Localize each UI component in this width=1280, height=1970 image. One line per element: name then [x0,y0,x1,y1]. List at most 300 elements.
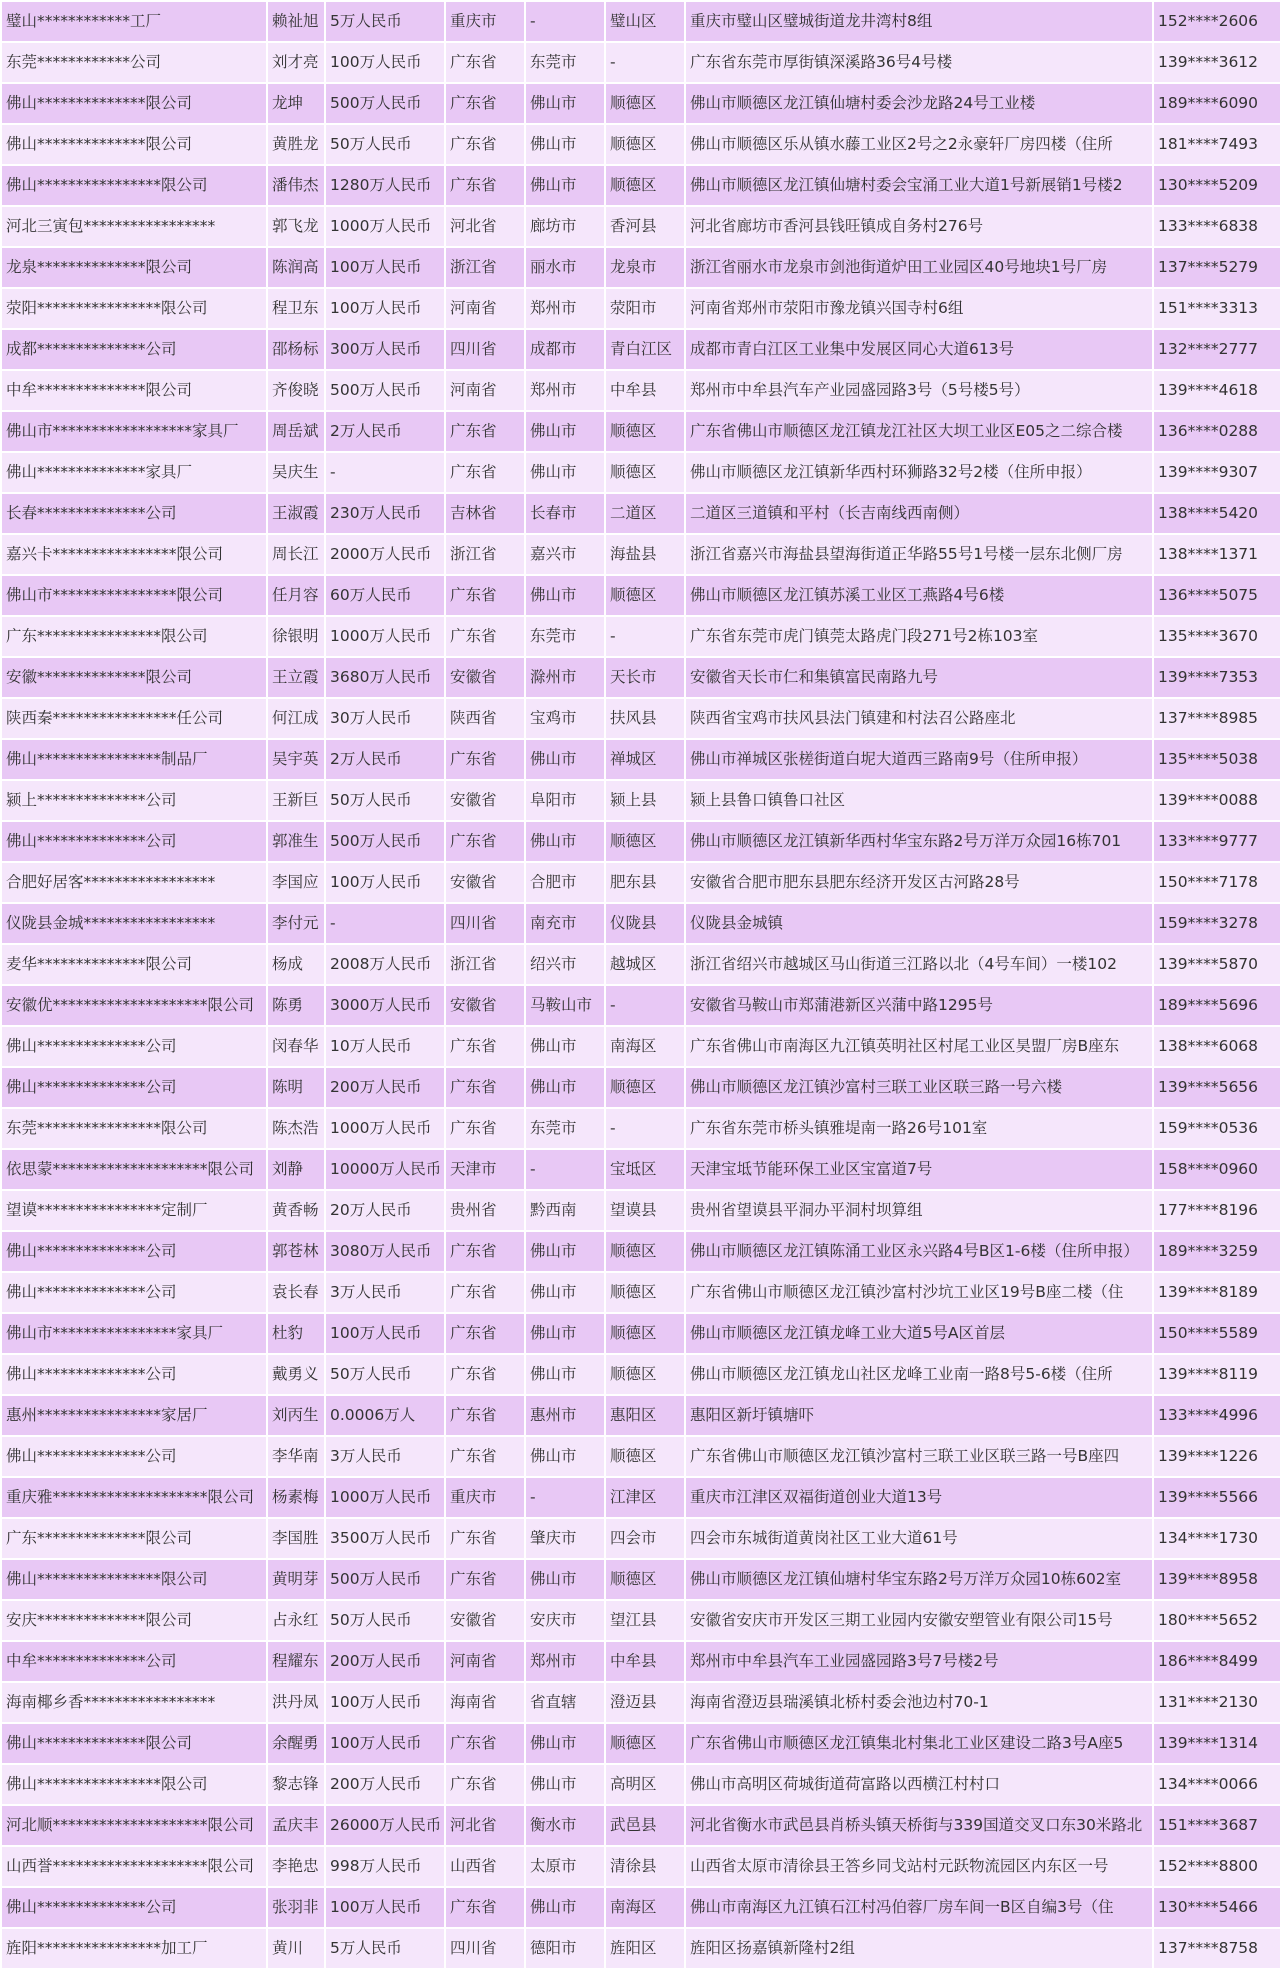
registered-capital-cell: - [325,452,445,493]
district-cell: 青白江区 [605,329,685,370]
phone-cell: 133****9777 [1153,821,1280,862]
contact-person-cell: 黄川 [267,1928,325,1969]
company-name-cell: 璧山************工厂 [1,1,267,42]
registered-capital-cell: 30万人民币 [325,698,445,739]
phone-cell: 139****8119 [1153,1354,1280,1395]
address-cell: 广东省佛山市顺德区龙江镇集北村集北工业区建设二路3号A座5 [685,1723,1153,1764]
table-row [1,1723,1280,1764]
registered-capital-cell: 100万人民币 [325,1313,445,1354]
table-row [1,1518,1280,1559]
phone-cell: 152****8800 [1153,1846,1280,1887]
registered-capital-cell: 60万人民币 [325,575,445,616]
registered-capital-cell: 998万人民币 [325,1846,445,1887]
company-name-cell: 佛山**************限公司 [1,1723,267,1764]
registered-capital-cell: 26000万人民币 [325,1805,445,1846]
table-row [1,1928,1280,1969]
company-name-cell: 广东**************限公司 [1,1518,267,1559]
district-cell: 顺德区 [605,1231,685,1272]
address-cell: 河南省郑州市荥阳市豫龙镇兴国寺村6组 [685,288,1153,329]
address-cell: 浙江省绍兴市越城区马山街道三江路以北（4号车间）一楼102 [685,944,1153,985]
address-cell: 广东省东莞市虎门镇莞太路虎门段271号2栋103室 [685,616,1153,657]
company-name-cell: 海南椰乡香***************** [1,1682,267,1723]
phone-cell: 133****6838 [1153,206,1280,247]
company-name-cell: 惠州****************家居厂 [1,1395,267,1436]
address-cell: 重庆市江津区双福街道创业大道13号 [685,1477,1153,1518]
contact-person-cell: 郭准生 [267,821,325,862]
registered-capital-cell: 500万人民币 [325,370,445,411]
contact-person-cell: 刘丙生 [267,1395,325,1436]
company-name-cell: 广东****************限公司 [1,616,267,657]
province-cell: 广东省 [445,1395,525,1436]
contact-person-cell: 杜豹 [267,1313,325,1354]
table-row [1,124,1280,165]
table-row [1,1477,1280,1518]
company-name-cell: 麦华**************限公司 [1,944,267,985]
phone-cell: 151****3313 [1153,288,1280,329]
district-cell: 澄迈县 [605,1682,685,1723]
table-row [1,206,1280,247]
district-cell: 望江县 [605,1600,685,1641]
city-cell: 佛山市 [525,1354,605,1395]
company-name-cell: 合肥好居客***************** [1,862,267,903]
province-cell: 广东省 [445,1231,525,1272]
contact-person-cell: 周长江 [267,534,325,575]
registered-capital-cell: 1000万人民币 [325,206,445,247]
district-cell: 顺德区 [605,1313,685,1354]
address-cell: 颍上县鲁口镇鲁口社区 [685,780,1153,821]
table-row [1,821,1280,862]
city-cell: 嘉兴市 [525,534,605,575]
phone-cell: 139****1226 [1153,1436,1280,1477]
district-cell: 香河县 [605,206,685,247]
phone-cell: 189****5696 [1153,985,1280,1026]
province-cell: 广东省 [445,616,525,657]
registered-capital-cell: 100万人民币 [325,247,445,288]
address-cell: 郑州市中牟县汽车产业园盛园路3号（5号楼5号） [685,370,1153,411]
table-row [1,83,1280,124]
phone-cell: 180****5652 [1153,1600,1280,1641]
contact-person-cell: 王新巨 [267,780,325,821]
city-cell: 安庆市 [525,1600,605,1641]
city-cell: 佛山市 [525,739,605,780]
table-row [1,698,1280,739]
address-cell: 广东省东莞市桥头镇雅堤南一路26号101室 [685,1108,1153,1149]
company-name-cell: 佛山**************公司 [1,821,267,862]
company-name-cell: 佛山**************公司 [1,1231,267,1272]
contact-person-cell: 陈勇 [267,985,325,1026]
contact-person-cell: 李华南 [267,1436,325,1477]
province-cell: 海南省 [445,1682,525,1723]
province-cell: 河南省 [445,288,525,329]
company-name-cell: 颍上**************公司 [1,780,267,821]
city-cell: 南充市 [525,903,605,944]
company-name-cell: 安徽优********************限公司 [1,985,267,1026]
province-cell: 重庆市 [445,1477,525,1518]
address-cell: 海南省澄迈县瑞溪镇北桥村委会池边村70-1 [685,1682,1153,1723]
address-cell: 佛山市顺德区龙江镇新华西村环狮路32号2楼（住所申报） [685,452,1153,493]
contact-person-cell: 王立霞 [267,657,325,698]
city-cell: - [525,1,605,42]
province-cell: 广东省 [445,1354,525,1395]
district-cell: 宝坻区 [605,1149,685,1190]
company-name-cell: 佛山****************限公司 [1,1559,267,1600]
province-cell: 安徽省 [445,985,525,1026]
table-row [1,1272,1280,1313]
registered-capital-cell: 2000万人民币 [325,534,445,575]
city-cell: 宝鸡市 [525,698,605,739]
table-row [1,1600,1280,1641]
phone-cell: 152****2606 [1153,1,1280,42]
registered-capital-cell: 200万人民币 [325,1641,445,1682]
phone-cell: 139****7353 [1153,657,1280,698]
contact-person-cell: 刘静 [267,1149,325,1190]
company-name-cell: 龙泉**************限公司 [1,247,267,288]
registered-capital-cell: 5万人民币 [325,1928,445,1969]
address-cell: 广东省佛山市顺德区龙江镇沙富村三联工业区联三路一号B座四 [685,1436,1153,1477]
city-cell: 佛山市 [525,411,605,452]
table-row [1,1682,1280,1723]
contact-person-cell: 龙坤 [267,83,325,124]
table-row [1,288,1280,329]
address-cell: 广东省东莞市厚街镇深溪路36号4号楼 [685,42,1153,83]
registered-capital-cell: 100万人民币 [325,288,445,329]
address-cell: 佛山市禅城区张槎街道白坭大道西三路南9号（住所申报） [685,739,1153,780]
contact-person-cell: 吴宇英 [267,739,325,780]
address-cell: 广东省佛山市南海区九江镇英明社区村尾工业区昊盟厂房B座东 [685,1026,1153,1067]
province-cell: 安徽省 [445,862,525,903]
district-cell: 顺德区 [605,124,685,165]
contact-person-cell: 杨成 [267,944,325,985]
city-cell: 郑州市 [525,370,605,411]
registered-capital-cell: 10000万人民币 [325,1149,445,1190]
contact-person-cell: 程耀东 [267,1641,325,1682]
registered-capital-cell: 3680万人民币 [325,657,445,698]
phone-cell: 139****0088 [1153,780,1280,821]
registered-capital-cell: 2万人民币 [325,739,445,780]
address-cell: 天津宝坻节能环保工业区宝富道7号 [685,1149,1153,1190]
contact-person-cell: 何江成 [267,698,325,739]
province-cell: 广东省 [445,83,525,124]
province-cell: 浙江省 [445,534,525,575]
company-name-cell: 佛山**************公司 [1,1887,267,1928]
contact-person-cell: 孟庆丰 [267,1805,325,1846]
address-cell: 佛山市顺德区龙江镇仙塘村委会宝涌工业大道1号新展销1号楼2 [685,165,1153,206]
province-cell: 广东省 [445,1559,525,1600]
address-cell: 河北省衡水市武邑县肖桥头镇天桥街与339国道交叉口东30米路北 [685,1805,1153,1846]
company-name-cell: 山西誉********************限公司 [1,1846,267,1887]
registered-capital-cell: 3000万人民币 [325,985,445,1026]
province-cell: 安徽省 [445,1600,525,1641]
address-cell: 佛山市顺德区龙江镇陈涌工业区永兴路4号B区1-6楼（住所申报） [685,1231,1153,1272]
phone-cell: 134****0066 [1153,1764,1280,1805]
registered-capital-cell: 2008万人民币 [325,944,445,985]
table-row [1,780,1280,821]
city-cell: 省直辖 [525,1682,605,1723]
city-cell: 佛山市 [525,1436,605,1477]
table-row [1,657,1280,698]
city-cell: 太原市 [525,1846,605,1887]
address-cell: 二道区三道镇和平村（长吉南线西南侧） [685,493,1153,534]
phone-cell: 139****9307 [1153,452,1280,493]
contact-person-cell: 邵杨标 [267,329,325,370]
company-name-cell: 佛山市******************家具厂 [1,411,267,452]
contact-person-cell: 徐银明 [267,616,325,657]
province-cell: 四川省 [445,329,525,370]
phone-cell: 151****3687 [1153,1805,1280,1846]
registered-capital-cell: 3500万人民币 [325,1518,445,1559]
contact-person-cell: 李付元 [267,903,325,944]
registered-capital-cell: 500万人民币 [325,83,445,124]
table-row [1,1846,1280,1887]
city-cell: - [525,1149,605,1190]
table-row [1,534,1280,575]
address-cell: 安徽省马鞍山市郑蒲港新区兴蒲中路1295号 [685,985,1153,1026]
contact-person-cell: 闵春华 [267,1026,325,1067]
district-cell: 越城区 [605,944,685,985]
contact-person-cell: 赖祉旭 [267,1,325,42]
city-cell: - [525,1477,605,1518]
phone-cell: 137****8985 [1153,698,1280,739]
address-cell: 佛山市顺德区乐从镇水藤工业区2号之2永豪轩厂房四楼（住所 [685,124,1153,165]
phone-cell: 139****3612 [1153,42,1280,83]
province-cell: 四川省 [445,1928,525,1969]
province-cell: 广东省 [445,1313,525,1354]
registered-capital-cell: 0.0006万人 [325,1395,445,1436]
district-cell: 江津区 [605,1477,685,1518]
city-cell: 绍兴市 [525,944,605,985]
district-cell: 二道区 [605,493,685,534]
district-cell: 惠阳区 [605,1395,685,1436]
company-name-cell: 东莞************公司 [1,42,267,83]
province-cell: 广东省 [445,1026,525,1067]
contact-person-cell: 潘伟杰 [267,165,325,206]
phone-cell: 186****8499 [1153,1641,1280,1682]
phone-cell: 131****2130 [1153,1682,1280,1723]
address-cell: 四会市东城街道黄岗社区工业大道61号 [685,1518,1153,1559]
district-cell: 中牟县 [605,1641,685,1682]
company-name-cell: 东莞****************限公司 [1,1108,267,1149]
contact-person-cell: 郭苍林 [267,1231,325,1272]
phone-cell: 139****5566 [1153,1477,1280,1518]
contact-person-cell: 李国胜 [267,1518,325,1559]
province-cell: 河南省 [445,1641,525,1682]
phone-cell: 136****0288 [1153,411,1280,452]
phone-cell: 138****1371 [1153,534,1280,575]
contact-person-cell: 王淑霞 [267,493,325,534]
address-cell: 贵州省望谟县平洞办平洞村坝算组 [685,1190,1153,1231]
district-cell: 颍上县 [605,780,685,821]
address-cell: 惠阳区新圩镇塘吓 [685,1395,1153,1436]
contact-person-cell: 黎志锋 [267,1764,325,1805]
company-name-cell: 佛山**************公司 [1,1436,267,1477]
phone-cell: 132****2777 [1153,329,1280,370]
address-cell: 成都市青白江区工业集中发展区同心大道613号 [685,329,1153,370]
province-cell: 广东省 [445,1108,525,1149]
registered-capital-cell: 50万人民币 [325,1600,445,1641]
table-row [1,862,1280,903]
city-cell: 佛山市 [525,1067,605,1108]
registered-capital-cell: 500万人民币 [325,821,445,862]
city-cell: 佛山市 [525,1723,605,1764]
province-cell: 广东省 [445,1887,525,1928]
table-row [1,1764,1280,1805]
table-row [1,42,1280,83]
registered-capital-cell: 100万人民币 [325,1887,445,1928]
district-cell: 顺德区 [605,575,685,616]
city-cell: 东莞市 [525,616,605,657]
province-cell: 广东省 [445,575,525,616]
province-cell: 安徽省 [445,657,525,698]
company-name-cell: 重庆雅********************限公司 [1,1477,267,1518]
city-cell: 黔西南 [525,1190,605,1231]
district-cell: 仪陇县 [605,903,685,944]
table-row [1,452,1280,493]
phone-cell: 130****5466 [1153,1887,1280,1928]
company-name-cell: 河北三寅包***************** [1,206,267,247]
contact-person-cell: 黄明芽 [267,1559,325,1600]
company-name-cell: 嘉兴卡****************限公司 [1,534,267,575]
phone-cell: 138****6068 [1153,1026,1280,1067]
phone-cell: 137****8758 [1153,1928,1280,1969]
address-cell: 佛山市顺德区龙江镇沙富村三联工业区联三路一号六楼 [685,1067,1153,1108]
company-name-cell: 佛山**************家具厂 [1,452,267,493]
table-body [1,1,1280,1969]
district-cell: 肥东县 [605,862,685,903]
province-cell: 广东省 [445,42,525,83]
district-cell: 海盐县 [605,534,685,575]
company-name-cell: 佛山**************限公司 [1,124,267,165]
contact-person-cell: 任月容 [267,575,325,616]
company-name-cell: 中牟**************公司 [1,1641,267,1682]
contact-person-cell: 吴庆生 [267,452,325,493]
city-cell: 佛山市 [525,1231,605,1272]
contact-person-cell: 程卫东 [267,288,325,329]
address-cell: 佛山市顺德区龙江镇仙塘村委会沙龙路24号工业楼 [685,83,1153,124]
district-cell: - [605,985,685,1026]
province-cell: 安徽省 [445,780,525,821]
phone-cell: 137****5279 [1153,247,1280,288]
contact-person-cell: 黄胜龙 [267,124,325,165]
company-name-cell: 中牟**************限公司 [1,370,267,411]
city-cell: 郑州市 [525,288,605,329]
city-cell: 佛山市 [525,165,605,206]
company-name-cell: 成都**************公司 [1,329,267,370]
company-name-cell: 依思蒙********************限公司 [1,1149,267,1190]
address-cell: 安徽省天长市仁和集镇富民南路九号 [685,657,1153,698]
province-cell: 河南省 [445,370,525,411]
company-name-cell: 长春**************公司 [1,493,267,534]
registered-capital-cell: 10万人民币 [325,1026,445,1067]
city-cell: 佛山市 [525,1272,605,1313]
province-cell: 广东省 [445,124,525,165]
district-cell: 龙泉市 [605,247,685,288]
table-row [1,1354,1280,1395]
province-cell: 浙江省 [445,944,525,985]
table-row [1,247,1280,288]
city-cell: 滁州市 [525,657,605,698]
address-cell: 佛山市顺德区龙江镇龙山社区龙峰工业南一路8号5-6楼（住所 [685,1354,1153,1395]
city-cell: 德阳市 [525,1928,605,1969]
registered-capital-cell: 2万人民币 [325,411,445,452]
company-name-cell: 佛山**************公司 [1,1354,267,1395]
table-row [1,1026,1280,1067]
table-row [1,616,1280,657]
city-cell: 佛山市 [525,1559,605,1600]
contact-person-cell: 黄香畅 [267,1190,325,1231]
registered-capital-cell: - [325,903,445,944]
contact-person-cell: 陈杰浩 [267,1108,325,1149]
address-cell: 重庆市璧山区璧城街道龙井湾村8组 [685,1,1153,42]
address-cell: 山西省太原市清徐县王答乡同戈站村元跃物流园区内东区一号 [685,1846,1153,1887]
province-cell: 四川省 [445,903,525,944]
city-cell: 东莞市 [525,1108,605,1149]
district-cell: 顺德区 [605,1559,685,1600]
phone-cell: 139****5656 [1153,1067,1280,1108]
contact-person-cell: 齐俊晓 [267,370,325,411]
phone-cell: 139****8958 [1153,1559,1280,1600]
contact-person-cell: 陈明 [267,1067,325,1108]
phone-cell: 139****5870 [1153,944,1280,985]
city-cell: 马鞍山市 [525,985,605,1026]
province-cell: 广东省 [445,1723,525,1764]
phone-cell: 136****5075 [1153,575,1280,616]
phone-cell: 177****8196 [1153,1190,1280,1231]
table-row [1,1395,1280,1436]
province-cell: 广东省 [445,1518,525,1559]
province-cell: 吉林省 [445,493,525,534]
phone-cell: 150****7178 [1153,862,1280,903]
address-cell: 仪陇县金城镇 [685,903,1153,944]
province-cell: 浙江省 [445,247,525,288]
district-cell: 璧山区 [605,1,685,42]
address-cell: 安徽省合肥市肥东县肥东经济开发区古河路28号 [685,862,1153,903]
province-cell: 贵州省 [445,1190,525,1231]
phone-cell: 159****0536 [1153,1108,1280,1149]
district-cell: 扶风县 [605,698,685,739]
address-cell: 陕西省宝鸡市扶风县法门镇建和村法召公路座北 [685,698,1153,739]
table-row [1,575,1280,616]
registered-capital-cell: 50万人民币 [325,780,445,821]
registered-capital-cell: 1000万人民币 [325,1108,445,1149]
registered-capital-cell: 3万人民币 [325,1436,445,1477]
company-name-cell: 佛山市****************限公司 [1,575,267,616]
contact-person-cell: 戴勇义 [267,1354,325,1395]
phone-cell: 135****5038 [1153,739,1280,780]
address-cell: 佛山市顺德区龙江镇龙峰工业大道5号A区首层 [685,1313,1153,1354]
table-row [1,1805,1280,1846]
district-cell: 清徐县 [605,1846,685,1887]
province-cell: 广东省 [445,452,525,493]
contact-person-cell: 李艳忠 [267,1846,325,1887]
city-cell: 成都市 [525,329,605,370]
company-name-cell: 佛山**************限公司 [1,83,267,124]
table-row [1,1149,1280,1190]
city-cell: 衡水市 [525,1805,605,1846]
registered-capital-cell: 3080万人民币 [325,1231,445,1272]
registered-capital-cell: 200万人民币 [325,1764,445,1805]
table-row [1,493,1280,534]
registered-capital-cell: 230万人民币 [325,493,445,534]
address-cell: 郑州市中牟县汽车工业园盛园路3号7号楼2号 [685,1641,1153,1682]
registered-capital-cell: 100万人民币 [325,1723,445,1764]
city-cell: 郑州市 [525,1641,605,1682]
province-cell: 陕西省 [445,698,525,739]
phone-cell: 189****3259 [1153,1231,1280,1272]
table-row [1,1436,1280,1477]
contact-person-cell: 郭飞龙 [267,206,325,247]
registered-capital-cell: 1000万人民币 [325,616,445,657]
district-cell: 顺德区 [605,1272,685,1313]
